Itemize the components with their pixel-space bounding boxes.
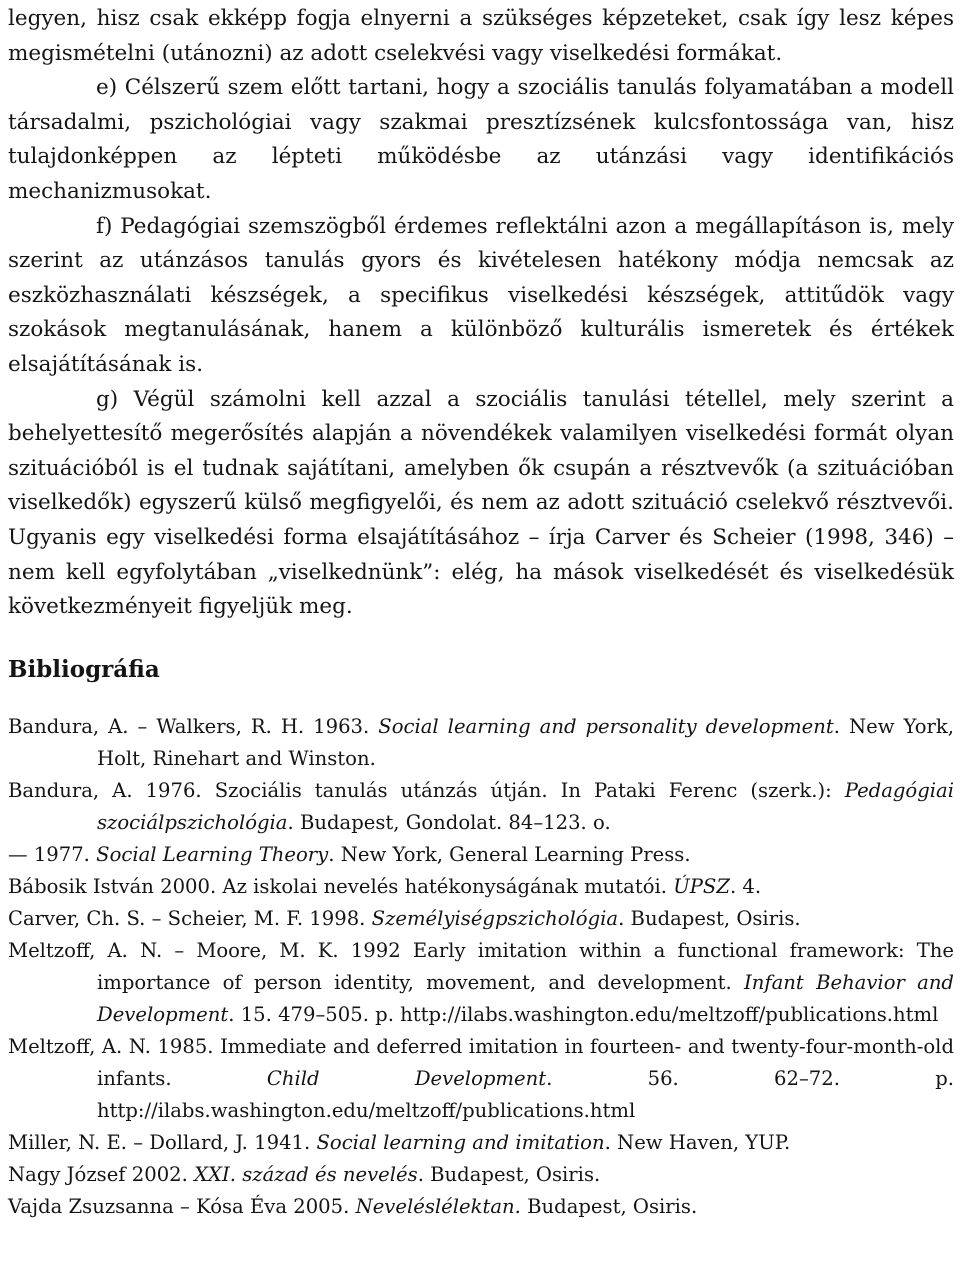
entry-text: Nagy József 2002.: [8, 1162, 195, 1186]
entry-title: Social learning and imitation: [316, 1130, 605, 1154]
entry-text: . Budapest, Osiris.: [514, 1194, 698, 1218]
entry-text: . 15. 479–505. p. http://ilabs.washington.edu/meltzoff/publications.html: [228, 1002, 939, 1026]
entry-title: Social Learning Theory: [96, 842, 329, 866]
entry-title: Child Development: [266, 1066, 547, 1090]
entry-text: . Budapest, Osiris.: [618, 906, 801, 930]
entry-title: Social learning and personality development: [378, 714, 834, 738]
entry-text: . 4.: [729, 874, 762, 898]
paragraph-e: e) Célszerű szem előtt tartani, hogy a szociális tanulás folyamatában a modell társadalmi, pszichológiai vagy szakmai presztízsének kulcsfontossága van, hisz tulajdonképpen az lépteti működésbe az utánzási vagy identifikációs mechanizmusokat.: [8, 75, 954, 204]
entry-title: XXI. század és nevelés: [194, 1162, 418, 1186]
body-text: [8, 2, 954, 625]
bibliography-entry: [8, 1191, 954, 1223]
bibliography-entry: [8, 1127, 954, 1159]
entry-text: Bábosik István 2000. Az iskolai nevelés hatékonyságának mutatói.: [8, 874, 674, 898]
entry-text: . Budapest, Osiris.: [417, 1162, 601, 1186]
bibliography-heading: Bibliográfia: [8, 655, 160, 683]
entry-text: . New York, General Learning Press.: [328, 842, 691, 866]
bibliography-entry: [8, 903, 954, 935]
entry-text: . 56. 62–72. p. http://ilabs.washington.edu/meltzoff/publications.html: [97, 1066, 954, 1122]
paragraph-g: g) Végül számolni kell azzal a szociális tanulási tétellel, mely szerint a behelyettesítő megerősítés alapján a növendékek valamilyen viselkedési formát olyan szituációból is el tudnak sajátítani, amelyben ők csupán a résztvevők (a szituációban viselkedők) egyszerű külső megfigyelői, és nem az adott szituáció cselekvő résztvevői. Ugyanis egy viselkedési forma elsajátításához – írja Carver és Scheier (1998, 346) – nem kell egyfolytában „viselkednünk”: elég, ha mások viselkedését és viselkedésük következményeit figyeljük meg.: [8, 386, 954, 620]
paragraph-continued: legyen, hisz csak ekképp fogja elnyerni a szükséges képzeteket, csak így lesz képes megismételni (utánozni) az adott cselekvési vagy viselkedési formákat.: [8, 6, 954, 66]
entry-text: . Budapest, Gondolat. 84–123. o.: [287, 810, 611, 834]
entry-text: Meltzoff, A. N. 1985. Immediate and deferred imitation in fourteen- and twenty-four-month-old infants.: [8, 1034, 954, 1090]
entry-title: Pedagógiai szociálpszichológia: [97, 778, 954, 834]
bibliography-entry: [8, 1031, 954, 1127]
entry-text: Carver, Ch. S. – Scheier, M. F. 1998.: [8, 906, 372, 930]
bibliography-entry: [8, 839, 954, 871]
entry-text: . New York, Holt, Rinehart and Winston.: [97, 714, 954, 770]
bibliography-entry: [8, 711, 954, 775]
entry-text: Meltzoff, A. N. – Moore, M. K. 1992 Early imitation within a functional framework: The importance of person identity, movement, and development.: [8, 938, 954, 994]
entry-title: ÚPSZ: [673, 874, 730, 898]
entry-text: Bandura, A. – Walkers, R. H. 1963.: [8, 714, 379, 738]
paragraph-f: f) Pedagógiai szemszögből érdemes reflektálni azon a megállapításon is, mely szerint az utánzásos tanulás gyors és kivételesen hatékony módja nemcsak az eszközhasználati készségek, a specifikus viselkedési készségek, attitűdök vagy szokások megtanulásának, hanem a különböző kulturális ismeretek és értékek elsajátításának is.: [8, 213, 954, 377]
entry-title: Neveléslélektan: [355, 1194, 515, 1218]
bibliography-entry: [8, 871, 954, 903]
bibliography-entry: [8, 1159, 954, 1191]
bibliography-list: [8, 711, 954, 1223]
entry-text: Miller, N. E. – Dollard, J. 1941.: [8, 1130, 317, 1154]
entry-text: . New Haven, YUP.: [604, 1130, 791, 1154]
entry-title: Infant Behavior and Development: [97, 970, 954, 1026]
entry-title: Személyiségpszichológia: [371, 906, 619, 930]
entry-text: — 1977.: [8, 842, 97, 866]
bibliography-entry: [8, 935, 954, 1031]
entry-text: Vajda Zsuzsanna – Kósa Éva 2005.: [8, 1194, 356, 1218]
entry-text: Bandura, A. 1976. Szociális tanulás utánzás útján. In Pataki Ferenc (szerk.):: [8, 778, 845, 802]
bibliography-entry: [8, 775, 954, 839]
document-page: [0, 2, 960, 1274]
